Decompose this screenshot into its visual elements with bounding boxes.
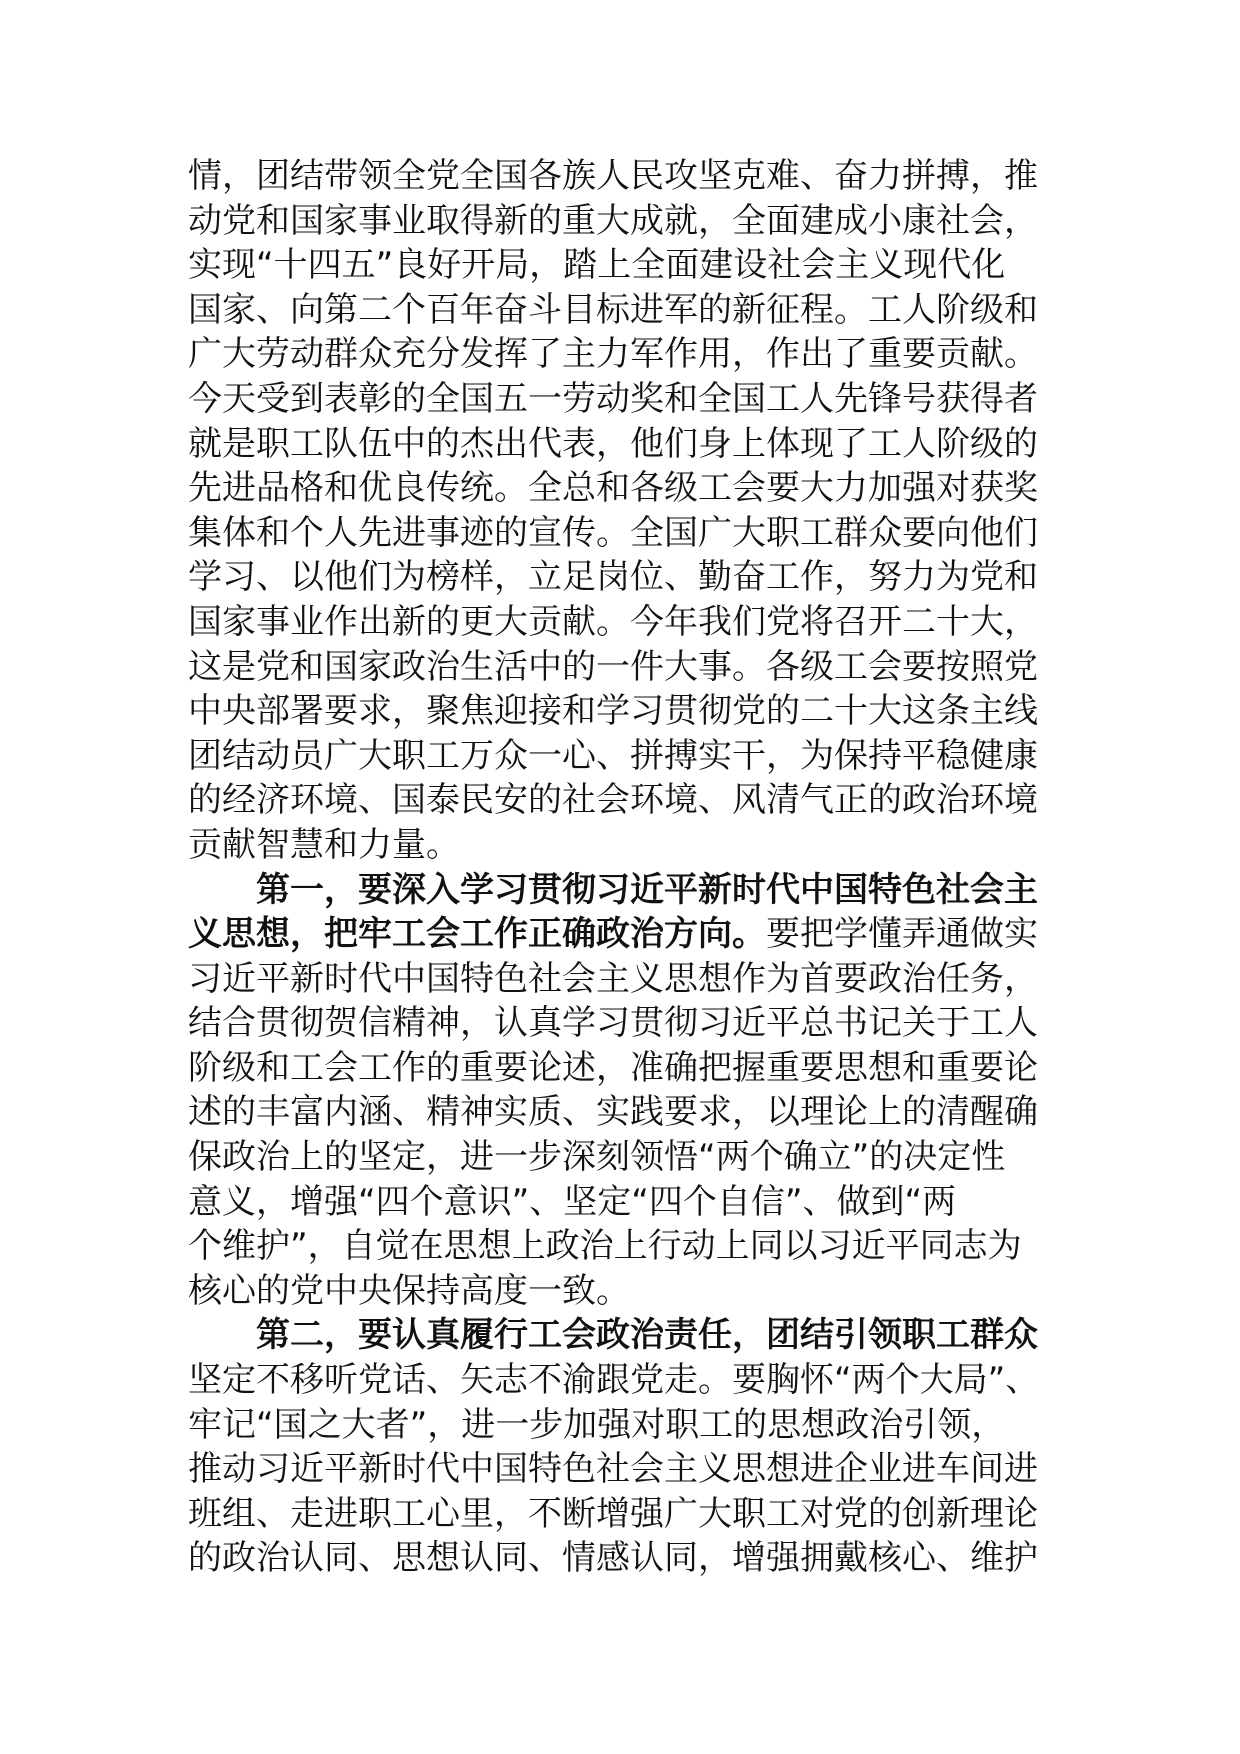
paragraph-3-line: 牢记“国之大者”，进一步加强对职工的思想政治引领， <box>188 1404 1006 1445</box>
paragraph-2-line: 述的丰富内涵、精神实质、实践要求，以理论上的清醒确 <box>188 1092 1038 1133</box>
body-text <box>188 154 1068 1581</box>
paragraph-3-heading: 要认真履行工会政治责任，团结引领职工群众 <box>358 1315 1038 1356</box>
paragraph-2-line: 意义，增强“四个意识”、坚定“四个自信”、做到“两 <box>188 1181 957 1222</box>
paragraph-3-line: 的政治认同、思想认同、情感认同，增强拥戴核心、维护 <box>188 1538 1038 1579</box>
paragraph-2-line: 习近平新时代中国特色社会主义思想作为首要政治任务， <box>188 958 1038 999</box>
paragraph-2-line: 个维护”，自觉在思想上政治上行动上同以习近平同志为 <box>188 1226 1022 1267</box>
paragraph-1-line: 实现“十四五”良好开局，踏上全面建设社会主义现代化 <box>188 245 1006 286</box>
paragraph-1-line: 的经济环境、国泰民安的社会环境、风清气正的政治环境 <box>188 780 1038 821</box>
paragraph-1-line: 情，团结带领全党全国各族人民攻坚克难、奋力拼搏，推 <box>188 156 1038 196</box>
paragraph-2-heading: 要深入学习贯彻习近平新时代中国特色社会主 <box>358 869 1038 910</box>
paragraph-2-heading-cont: 义思想，把牢工会工作正确政治方向。 <box>188 914 766 955</box>
paragraph-2-line: 保政治上的坚定，进一步深刻领悟“两个确立”的决定性 <box>188 1137 1006 1178</box>
paragraph-1-line: 国家事业作出新的更大贡献。今年我们党将召开二十大， <box>188 601 1038 642</box>
paragraph-1-line: 先进品格和优良传统。全总和各级工会要大力加强对获奖 <box>188 468 1038 509</box>
paragraph-2-line: 结合贯彻贺信精神，认真学习贯彻习近平总书记关于工人 <box>188 1003 1038 1044</box>
paragraph-2-text: 要把学懂弄通做实 <box>766 914 1038 955</box>
paragraph-2-first-line <box>188 868 1068 913</box>
paragraph-1-line: 今天受到表彰的全国五一劳动奖和全国工人先锋号获得者 <box>188 378 1038 419</box>
paragraph-3-lead: 第二， <box>256 1315 358 1356</box>
paragraph-1-line: 学习、以他们为榜样，立足岗位、勤奋工作，努力为党和 <box>188 557 1038 598</box>
paragraph-2-line: 核心的党中央保持高度一致。 <box>188 1270 630 1311</box>
paragraph-1-line: 集体和个人先进事迹的宣传。全国广大职工群众要向他们 <box>188 512 1038 553</box>
paragraph-1-line: 中央部署要求，聚焦迎接和学习贯彻党的二十大这条主线 <box>188 691 1038 732</box>
paragraph-1-line: 动党和国家事业取得新的重大成就，全面建成小康社会， <box>188 200 1038 241</box>
paragraph-2-line: 阶级和工会工作的重要论述，准确把握重要思想和重要论 <box>188 1047 1038 1088</box>
paragraph-3-line: 班组、走进职工心里，不断增强广大职工对党的创新理论 <box>188 1493 1038 1534</box>
paragraph-3-line: 坚定不移听党话、矢志不渝跟党走。要胸怀“两个大局”、 <box>188 1360 1040 1401</box>
paragraph-1-line: 这是党和国家政治生活中的一件大事。各级工会要按照党 <box>188 646 1038 687</box>
paragraph-2-lead: 第一， <box>256 869 358 910</box>
paragraph-2-line <box>188 912 1068 957</box>
paragraph-3-line: 推动习近平新时代中国特色社会主义思想进企业进车间进 <box>188 1449 1038 1490</box>
paragraph-1-line: 就是职工队伍中的杰出代表，他们身上体现了工人阶级的 <box>188 423 1038 464</box>
paragraph-1-line: 团结动员广大职工万众一心、拼搏实干，为保持平稳健康 <box>188 735 1038 776</box>
paragraph-1-line: 广大劳动群众充分发挥了主力军作用，作出了重要贡献。 <box>188 334 1038 375</box>
paragraph-1-line: 国家、向第二个百年奋斗目标进军的新征程。工人阶级和 <box>188 289 1038 330</box>
paragraph-3-first-line <box>188 1313 1068 1358</box>
paragraph-1-line: 贡献智慧和力量。 <box>188 824 460 865</box>
